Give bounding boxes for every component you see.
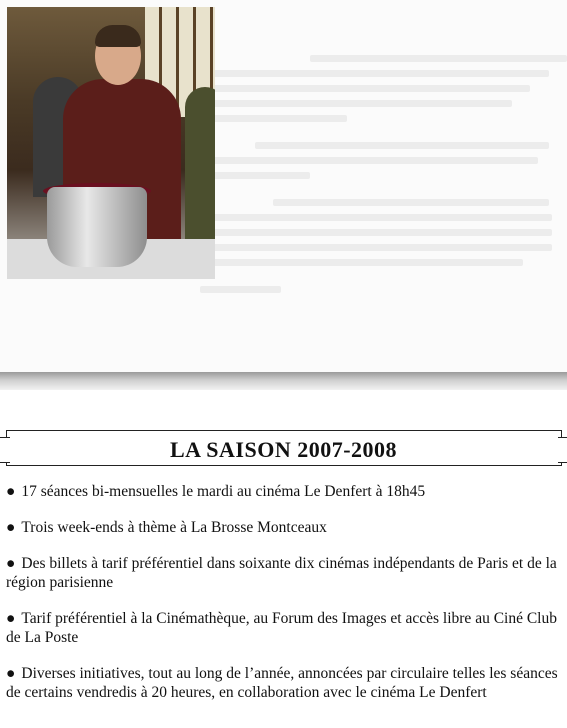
- bullet-icon: ●: [6, 665, 16, 682]
- bullet-icon: ●: [6, 519, 16, 536]
- season-list: [6, 482, 558, 719]
- list-item: ● Des billets à tarif préférentiel dans soixante dix cinémas indépendants de Paris et de la région parisienne: [6, 555, 557, 591]
- bullet-icon: ●: [6, 483, 16, 500]
- list-item: ● 17 séances bi-mensuelles le mardi au cinéma Le Denfert à 18h45: [6, 483, 426, 500]
- list-item: ● Tarif préférentiel à la Cinémathèque, au Forum des Images et accès libre au Ciné Club de La Poste: [6, 610, 557, 646]
- list-item: ● Diverses initiatives, tout au long de l’année, annoncées par circulaire telles les séances de certains vendredis à 20 heures, en collaboration avec le cinéma Le Denfert: [6, 665, 558, 701]
- bullet-icon: ●: [6, 555, 16, 572]
- season-title: LA SAISON 2007-2008: [169, 437, 398, 462]
- list-item: ● Trois week-ends à thème à La Brosse Montceaux: [6, 519, 327, 536]
- bullet-icon: ●: [6, 610, 16, 627]
- page-fold-shadow: [0, 372, 567, 390]
- show-through-text: [200, 55, 567, 355]
- cooking-photo: [7, 7, 215, 279]
